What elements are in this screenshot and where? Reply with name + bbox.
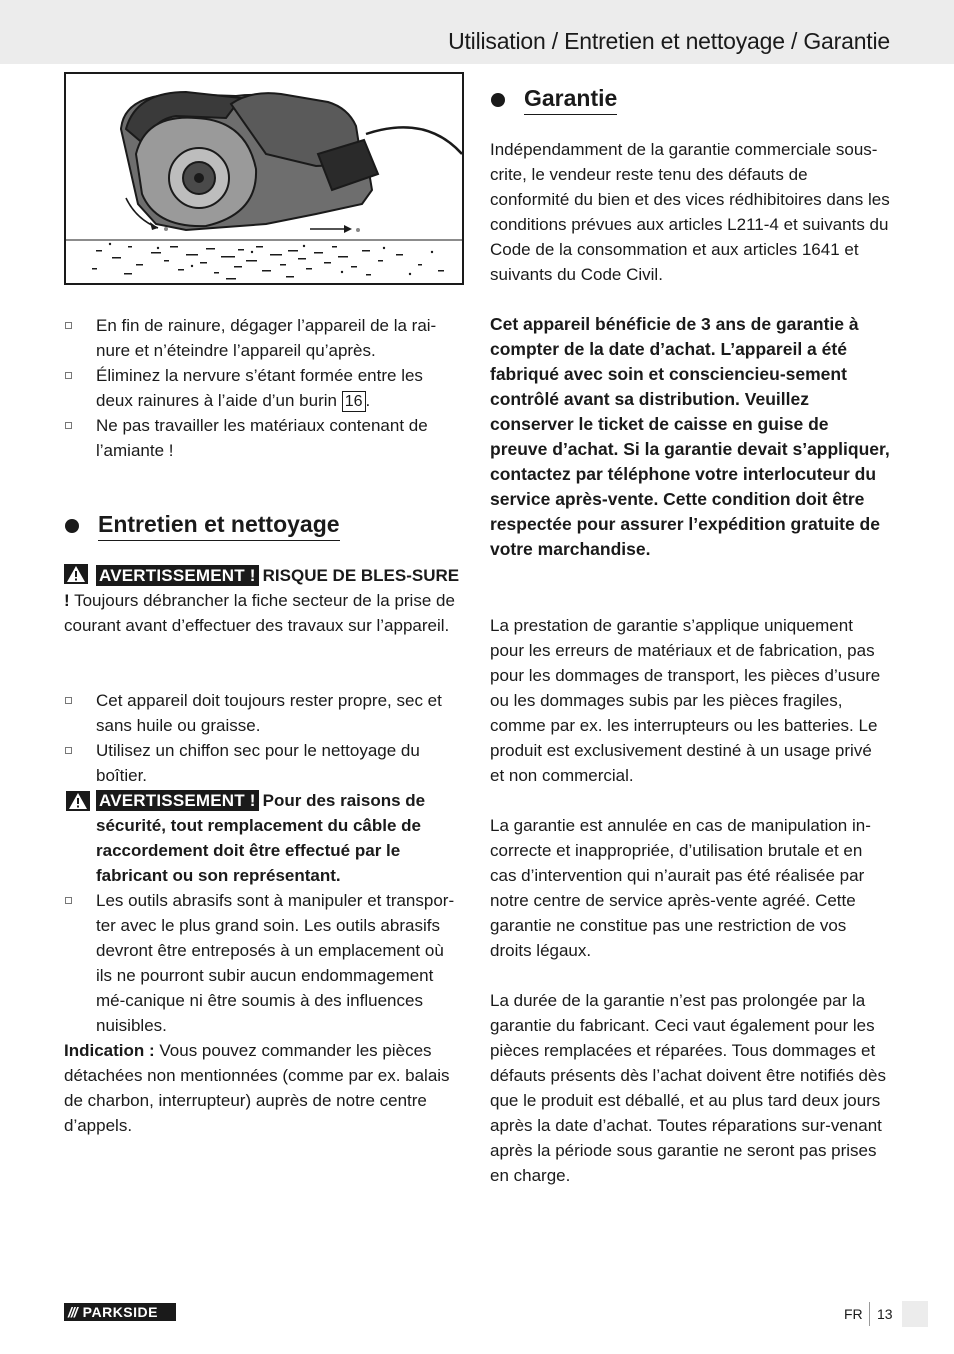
bullet-dot-icon [65,519,79,533]
warning-triangle-icon [64,564,88,584]
bullet-square-icon [65,747,72,754]
warranty-paragraph-4: La garantie est annulée en cas de manipulation in-correcte et inappropriée, d’utilisation brutale et en cas d’intervention qui n’aurait pas été réalisée par notre centre de service après-vente agréé. Cette garantie ne constitue pas une restriction de vos droits légaux. [490,816,871,960]
warranty-paragraph-3: La prestation de garantie s’applique uniquement pour les erreurs de matériaux et de fabrication, pas pour les dommages de transport, les pièces d’usure ou les dommages subis par les pièces fragiles, comme par ex. les interrupteurs ou les batteries. Le produit est exclusivement destiné à un usage privé et non commercial. [490,616,881,785]
warranty-paragraph-1: Indépendamment de la garantie commerciale sous-crite, le vendeur reste tenu des défauts de conformité du bien et des vices rédhibitoires dans les conditions prévues aux articles L211-4 et suivants du Code de la consommation et aux articles 1641 et suivants du Code Civil. [490,140,890,284]
bullet-square-icon [65,422,72,429]
bullet-list-cleaning [64,688,464,788]
reference-number: 16 [342,391,366,412]
bullet-square-icon [65,897,72,904]
language-code: FR [844,1306,863,1322]
list-item: Ne pas travailler les matériaux contenant de l’amiante ! [64,413,464,463]
section-heading-maintenance: Entretien et nettoyage [64,510,340,541]
page-title: Utilisation / Entretien et nettoyage / Garantie [448,28,890,54]
bullet-list-abrasives [64,888,464,1038]
header-bar [0,0,954,64]
bullet-square-icon [65,372,72,379]
page-tab-marker [902,1301,928,1327]
brand-logo: /// PARKSIDE [64,1303,176,1321]
warning-notice-cable: AVERTISSEMENT ! Pour des raisons de sécurité, tout remplacement du câble de raccordement doit être effectué par le fabricant ou son représentant. [64,788,464,888]
footer-divider [869,1302,870,1326]
list-item: En fin de rainure, dégager l’appareil de la rai-nure et n’éteindre l’appareil qu’après. [64,313,464,363]
list-item: Éliminez la nervure s’étant formée entre les deux rainures à l’aide d’un burin 16 . [64,363,464,413]
indication-note: Indication : Vous pouvez commander les pièces détachées non mentionnées (comme par ex. balais de charbon, interrupteur) auprès de notre centre d’appels. [64,1041,450,1135]
warning-label: AVERTISSEMENT ! [96,790,259,811]
bullet-dot-icon [491,93,505,107]
warning-notice: AVERTISSEMENT ! RISQUE DE BLES-SURE ! Toujours débrancher la fiche secteur de la prise de courant avant d’effectuer des travaux sur l’appareil. [64,566,460,635]
warranty-paragraph-5: La durée de la garantie n’est pas prolongée par la garantie du fabricant. Ceci vaut également pour les pièces remplacées et réparées. Tous dommages et défauts présents dès l’achat doivent être notifiés dès que le produit est déballé, et au plus tard deux jours après la date d’achat. Toutes réparations sur-venant après la période sous garantie ne seront pas prises en charge. [490,991,886,1185]
bullet-list-usage [64,313,464,463]
bullet-square-icon [65,697,72,704]
page-number: 13 [877,1306,893,1322]
list-item: Les outils abrasifs sont à manipuler et transpor-ter avec le plus grand soin. Les outils abrasifs devront être entreposés à un emplacement où ils ne pourront subir aucun endommagement mé-canique ni être soumis à des influences nuisibles. [64,888,464,1038]
list-item: Cet appareil doit toujours rester propre, sec et sans huile ou graisse. [64,688,464,738]
section-heading-warranty: Garantie [490,84,617,115]
warning-triangle-icon [66,791,90,811]
bullet-square-icon [65,322,72,329]
list-item: Utilisez un chiffon sec pour le nettoyage du boîtier. [64,738,464,788]
warranty-paragraph-2: Cet appareil bénéficie de 3 ans de garantie à compter de la date d’achat. L’appareil a été fabriqué avec soin et consciencieu-sement contrôlé avant sa distribution. Veuillez conserver le ticket de caisse en guise de preuve d’achat. Si la garantie devait s’appliquer, contactez par téléphone votre interlocuteur du service après-vente. Cette condition doit être respectée pour assurer l’expédition gratuite de votre marchandise. [490,314,890,559]
warning-label: AVERTISSEMENT ! [96,565,259,586]
tool-illustration [64,72,464,285]
